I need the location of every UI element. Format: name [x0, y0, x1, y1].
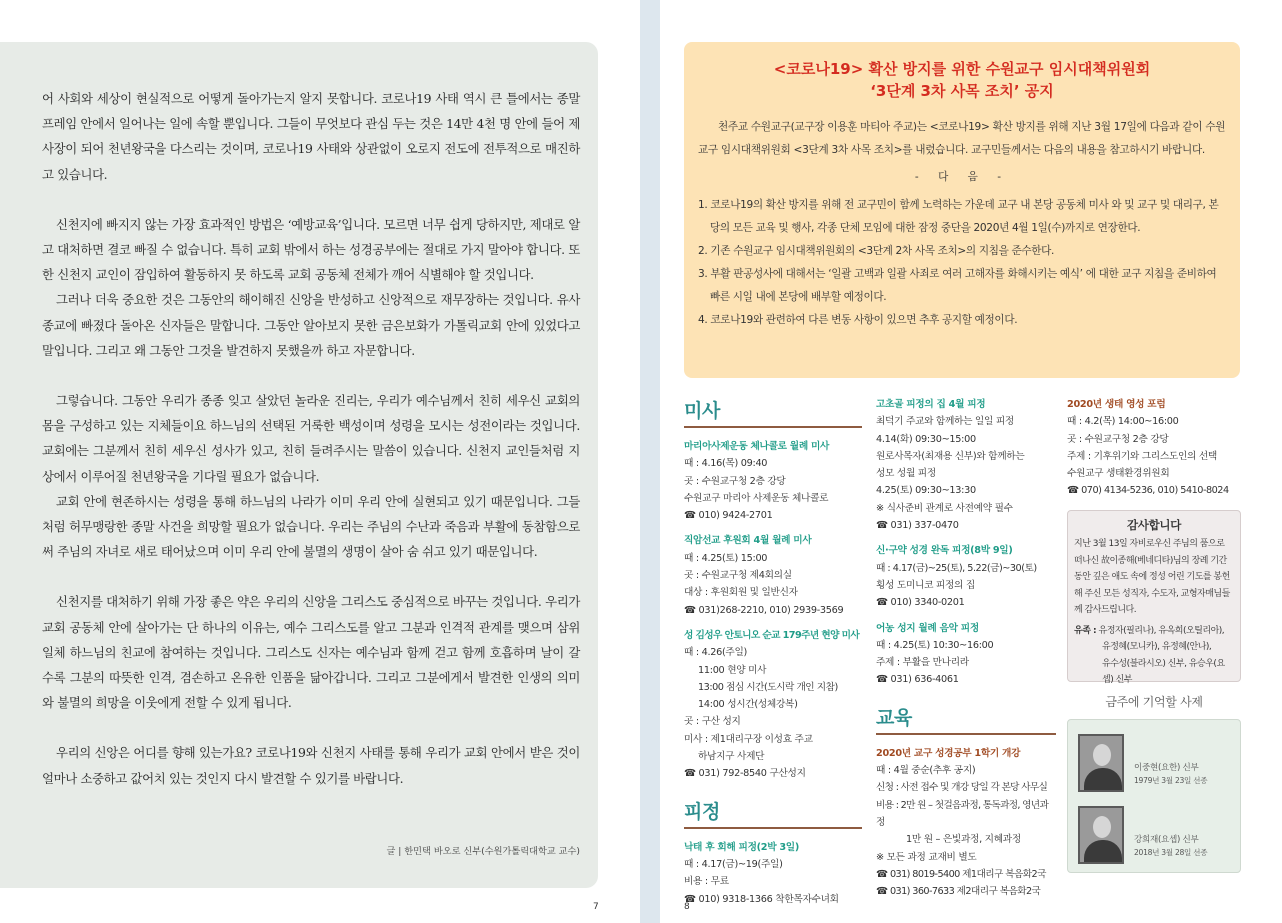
forum-title: 2020년 생태 영성 포럼: [1067, 399, 1166, 410]
event-line: 수원교구 생태환경위원회: [1067, 468, 1170, 480]
notice-list: [698, 194, 1226, 332]
column-retreat-education: [876, 396, 1056, 900]
remember-title: 금주에 기억할 사제: [1105, 694, 1203, 709]
event-line: 주제 : 부활을 만나리라: [876, 657, 969, 669]
notice-title-line2: ‘3단계 3차 사목 조치’ 공지: [870, 82, 1054, 100]
event-line: 최덕기 주교와 함께하는 일일 피정: [876, 416, 1014, 428]
notice-separator: - 다 음 -: [914, 171, 1010, 183]
event-line: 4.14(화) 09:30~15:00: [876, 433, 976, 445]
event-line: 때 : 4.25(토) 10:30~16:00: [876, 639, 994, 651]
event-title: 직암선교 후원회 4월 월례 미사: [684, 535, 812, 547]
essay-paragraph-6: 신천지를 대처하기 위해 가장 좋은 약은 우리의 신앙을 그리스도 중심적으로 바꾸는 것입니다. 우리가 교회 공동체 안에 살아가는 단 하나의 이유는, 예수 그리스도를 알고 그분과 인격적 관계를 맺으며 삼위일체 하느님의 친교에 참여하는 것입니다. 그리스도 신자는 예수님과 함께 걷고 함께 호흡하며 날이 갈수록 그분의 따뜻한 인격, 겸손하고 온유한 인품을 닮아갑니다. 그리고 그분에게서 발견한 인생의 의미와 불멸의 희망을 이웃에게 전할 수 있게 됩니다.: [42, 594, 580, 711]
event-line: ※ 식사준비 관계로 사전예약 필수: [876, 502, 1013, 514]
event-title: 성 김성우 안토니오 순교 179주년 현양 미사: [684, 629, 860, 641]
thanks-title: 감사합니다: [1126, 517, 1182, 532]
notice-item: 3. 부활 판공성사에 대해서는 ‘일괄 고백과 일괄 사죄로 여러 고해자를 화해시키는 예식’ 에 대한 교구 지침을 준비하여 빠른 시일 내에 본당에 배부할 예정이다.: [698, 268, 1217, 303]
event-title: 어농 성지 월례 음악 피정: [876, 622, 979, 634]
event-title: 2020년 교구 성경공부 1학기 개강: [876, 747, 1021, 759]
thanks-name-line: 유수성(블라시오) 신부, 유승우(요셉) 신부: [1102, 658, 1225, 686]
thanks-text: 지난 3월 13일 자비로우신 주님의 품으로 떠나신 故이종해(베네디타)님의 장례 기간 동안 깊은 애도 속에 정성 어린 기도를 봉헌해 주신 모든 성직자, 수도자, 교형자매님들께 감사드립니다.: [1074, 539, 1230, 616]
priest-date: 2018년 3월 28일 선종: [1134, 848, 1208, 858]
priest-photo: [1078, 806, 1124, 864]
event-phone: ☎ 031) 337-0470: [876, 520, 959, 532]
notice-body: 천주교 수원교구(교구장 이용훈 마티아 주교)는 <코로나19> 확산 방지를 위해 지난 3월 17일에 다음과 같이 수원교구 임시대책위원회 <3단계 3차 사목 조치>를 내렸습니다. 교구민들께서는 다음의 내용을 참고하시기 바랍니다.: [698, 121, 1226, 156]
notice-title-line1: <코로나19> 확산 방지를 위한 수원교구 임시대책위원회: [773, 60, 1151, 78]
essay-paragraph-4: 그렇습니다. 그동안 우리가 종종 잊고 살았던 놀라운 진리는, 우리가 예수님께서 친히 세우신 교회의 몸을 구성하고 있는 지체들이요 하느님의 선택된 거룩한 백성이며 성령을 모시는 성전이라는 것입니다. 교회에는 그분께서 친히 세우신 성사가 있고, 친히 들려주시는 말씀이 있습니다. 신천지 교인들처럼 지상에서 이루어질 천년왕국을 기다릴 필요가 없습니다.: [42, 393, 580, 484]
event-line: 때 : 4.2(목) 14:00~16:00: [1067, 416, 1179, 428]
event-line: 11:00 현양 미사: [698, 664, 767, 676]
byline: 글 | 한민택 바오로 신부(수원가톨릭대학교 교수): [386, 846, 580, 857]
column-forum-thanks: [1067, 396, 1241, 873]
event-line: 때 : 4.17(금)~19(주일): [684, 858, 783, 870]
event-line: 1만 원 – 은빛과정, 지혜과정: [906, 834, 1021, 846]
event-line: 수원교구 마리아 사제운동 체나콜로: [684, 492, 829, 504]
notice-item: 1. 코로나19의 확산 방지를 위해 전 교구민이 함께 노력하는 가운데 교구 내 본당 공동체 미사 와 및 교구 및 대리구, 본당의 모든 교육 및 행사, 각종 단체 모임에 대한 잠정 중단을 2020년 4월 1일(수)까지로 연장한다.: [698, 199, 1219, 234]
section-heading-retreat: 피정: [684, 797, 862, 829]
priest-date: 1979년 3월 23일 선종: [1134, 776, 1208, 786]
event-line: 주제 : 기후위기와 그리스도인의 선택: [1067, 450, 1217, 462]
event-title: 신·구약 성경 완독 피정(8박 9일): [876, 545, 1013, 557]
event-line: 신청 : 사전 접수 및 개강 당일 각 본당 사무실: [876, 782, 1048, 794]
priest-entry: [1078, 734, 1240, 796]
event-line: 13:00 점심 시간(도시락 개인 지참): [698, 681, 838, 693]
event-line: 곳 : 수원교구청 2층 강당: [1067, 433, 1169, 445]
priest-entry: [1078, 806, 1240, 868]
event-phone: ☎ 031) 636-4061: [876, 674, 959, 686]
essay-box: [0, 42, 598, 888]
event-line: 비용 : 무료: [684, 876, 729, 888]
event-phone: ☎ 010) 9318-1366 착한목자수녀회: [684, 893, 839, 905]
page-gutter: [640, 0, 660, 923]
notice-item: 4. 코로나19와 관련하여 다른 변동 사항이 있으면 추후 공지할 예정이다.: [698, 314, 1018, 326]
event-line: 때 : 4.17(금)~25(토), 5.22(금)~30(토): [876, 562, 1037, 574]
page-number-left: 7: [593, 902, 599, 912]
event-phone: ☎ 031) 8019-5400 제1대리구 복음화2국: [876, 868, 1046, 880]
notice-box: [684, 42, 1240, 378]
event-line: 하남지구 사제단: [698, 751, 765, 763]
event-line: 횡성 도미니코 피정의 집: [876, 579, 975, 591]
essay-paragraph-2: 신천지에 빠지지 않는 가장 효과적인 방법은 ‘예방교육’입니다. 모르면 너무 쉽게 당하지만, 제대로 알고 대처하면 결코 빠질 수 없습니다. 특히 교회 밖에서 하는 성경공부에는 절대로 가지 말아야 합니다. 또한 신천지 교인이 잠입하여 활동하지 못 하도록 교회 공동체 전체가 깨어 식별해야 할 것입니다.: [42, 216, 580, 283]
event-line: 대상 : 후원회원 및 일반신자: [684, 587, 798, 599]
event-line: 곳 : 수원교구청 2층 강당: [684, 475, 786, 487]
event-line: 미사 : 제1대리구장 이성효 주교: [684, 733, 813, 745]
event-title: 낙태 후 회해 피정(2박 3일): [684, 841, 799, 853]
section-heading-education: 교육: [876, 703, 1056, 735]
event-line: 곳 : 수원교구청 제4회의실: [684, 570, 792, 582]
essay-paragraph-1: 어 사회와 세상이 현실적으로 어떻게 돌아가는지 알지 못합니다. 코로나19 사태 역시 큰 틀에서는 종말 프레임 안에서 일어나는 일에 속할 뿐입니다. 그들이 무엇보다 관심 두는 것은 14만 4천 명 안에 들어 제사장이 되어 천년왕국을 다스리는 것이며, 코로나19 사태와 상관없이 오로지 전도에 전투적으로 매진하고 있습니다.: [42, 91, 580, 182]
column-mass: [684, 396, 862, 908]
section-heading-mass: 미사: [684, 396, 862, 428]
event-line: 4.25(토) 09:30~13:30: [876, 485, 976, 497]
event-phone: ☎ 031)268-2210, 010) 2939-3569: [684, 604, 844, 616]
priest-name: 강희재(요셉) 신부: [1134, 835, 1199, 846]
event-phone: ☎ 070) 4134-5236, 010) 5410-8024: [1067, 485, 1229, 497]
event-line: 곳 : 구산 성지: [684, 716, 741, 728]
priest-name: 이중현(요한) 신부: [1134, 763, 1199, 774]
essay-paragraph-3: 그러나 더욱 중요한 것은 그동안의 해이해진 신앙을 반성하고 신앙적으로 재무장하는 것입니다. 유사종교에 빠졌다 돌아온 신자들은 말합니다. 그동안 알아보지 못한 금은보화가 가톨릭교회 안에 있었다고 말입니다. 그리고 왜 그동안 그것을 발견하지 못했을까 하고 자문합니다.: [42, 292, 580, 358]
event-line: 성모 성월 피정: [876, 468, 936, 480]
thanks-names-label: 유족 :: [1074, 625, 1097, 636]
priest-photo: [1078, 734, 1124, 792]
event-title: 고초골 피정의 집 4월 피정: [876, 399, 986, 410]
page-number-right: 8: [684, 902, 690, 912]
event-line: 때 : 4.25(토) 15:00: [684, 552, 768, 564]
event-title: 마리아사제운동 체나콜로 월례 미사: [684, 441, 830, 452]
event-line: ※ 모든 과정 교재비 별도: [876, 851, 977, 863]
notice-item: 2. 기존 수원교구 임시대책위원회의 <3단계 2차 사목 조치>의 지침을 준수한다.: [698, 245, 1055, 257]
event-phone: ☎ 031) 792-8540 구산성지: [684, 768, 806, 780]
event-phone: ☎ 031) 360-7633 제2대리구 복음화2국: [876, 886, 1041, 898]
thanks-names: [1074, 623, 1234, 689]
event-line: 비용 : 2만 원 – 첫걸음과정, 통독과정, 영년과정: [876, 799, 1049, 828]
thanks-name-line: 유정혜(모니카), 유정혜(안나),: [1102, 642, 1212, 653]
event-line: 때 : 4월 중순(추후 공지): [876, 765, 976, 777]
essay-paragraph-7: 우리의 신앙은 어디를 향해 있는가요? 코로나19와 신천지 사태를 통해 우리가 교회 안에서 받은 것이 얼마나 소중하고 값어치 있는 것인지 다시 발견할 수 있기를 바랍니다.: [42, 745, 580, 786]
event-line: 원로사목자(최재용 신부)와 함께하는: [876, 450, 1025, 462]
event-line: 때 : 4.26(주일): [684, 647, 748, 659]
event-line: 때 : 4.16(목) 09:40: [684, 458, 768, 470]
thanks-box: [1067, 510, 1241, 686]
essay-paragraph-5: 교회 안에 현존하시는 성령을 통해 하느님의 나라가 이미 우리 안에 실현되고 있기 때문입니다. 그들처럼 허무맹랑한 종말 사건을 희망할 필요가 없습니다. 우리는 주님의 수난과 죽음과 부활에 동참함으로써 주님의 자녀로 새로 태어났으며 이미 우리 안에 불멸의 생명이 살아 숨 쉬고 있기 때문입니다.: [42, 493, 580, 560]
remember-box: [1067, 719, 1241, 873]
event-phone: ☎ 010) 9424-2701: [684, 510, 773, 522]
event-line: 14:00 성시간(성체강복): [698, 699, 798, 711]
thanks-name-line: 유정자(필리나), 유옥희(오틸리아),: [1098, 625, 1225, 636]
event-phone: ☎ 010) 3340-0201: [876, 597, 965, 609]
